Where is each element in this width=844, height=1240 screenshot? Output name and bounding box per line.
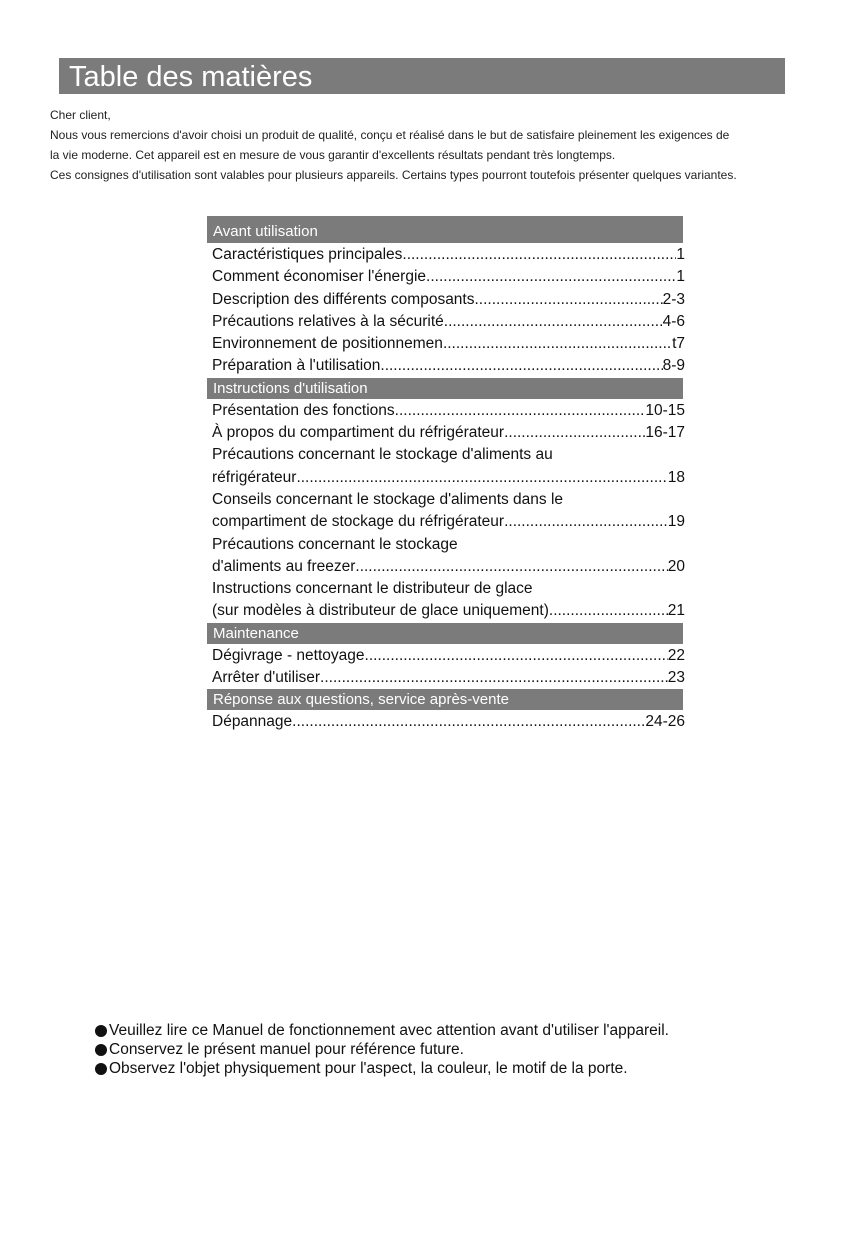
toc-entry-page: 19 [667, 513, 685, 531]
toc-entry-page: 1 [676, 268, 685, 286]
toc-leader-dots [549, 600, 668, 622]
note-text: Veuillez lire ce Manuel de fonctionnement avec attention avant d'utiliser l'appareil. [109, 1022, 669, 1039]
toc-entry-title: Comment économiser l'énergie [212, 268, 427, 286]
toc-entry[interactable] [207, 333, 685, 355]
toc-entry-page: 4-6 [662, 312, 685, 330]
toc-entry-page: 24-26 [645, 713, 685, 731]
toc-entry-lead-line: Instructions concernant le distributeur de glace [212, 580, 533, 598]
toc-leader-dots [320, 667, 668, 689]
toc-entry-page: 1 [676, 246, 685, 263]
toc-entry-page: 23 [667, 669, 685, 687]
toc-entry[interactable] [207, 467, 685, 489]
toc-entry[interactable] [207, 400, 685, 422]
toc-entry-page: 22 [667, 646, 685, 664]
toc-entry-title: Présentation des fonctions [212, 401, 395, 419]
toc-entry-title: Dépannage [212, 713, 293, 731]
toc-entry-lead-line: Précautions concernant le stockage d'aliments au [212, 446, 553, 464]
toc-entry-lead-line: Conseils concernant le stockage d'aliments dans le [212, 490, 564, 508]
toc-entry-title: Précautions relatives à la sécurité [212, 312, 444, 330]
toc-entry-title: Description des différents composants [212, 290, 475, 308]
toc-entry-page: t7 [672, 335, 685, 353]
toc-entry-page: 20 [667, 557, 685, 575]
toc-entry[interactable] [207, 645, 685, 667]
toc-leader-dots [504, 422, 645, 444]
toc-entry[interactable] [207, 600, 685, 622]
toc-entry[interactable] [207, 556, 685, 578]
toc-leader-dots [443, 333, 672, 355]
note-item [95, 1021, 669, 1040]
toc-leader-dots [380, 355, 662, 377]
note-item [95, 1040, 669, 1059]
toc-entry-title: Dégivrage - nettoyage [212, 646, 365, 664]
toc-entry[interactable] [207, 511, 685, 533]
toc-entry-title: Caractéristiques principales [212, 246, 403, 263]
toc-leader-dots [365, 645, 668, 667]
toc-entry[interactable] [207, 289, 685, 311]
bullet-icon [95, 1044, 107, 1056]
toc-leader-dots [395, 400, 646, 422]
intro-line: Nous vous remercions d'avoir choisi un produit de qualité, conçu et réalisé dans le but de satisfaire pleinement les exigences de [50, 128, 730, 142]
intro-line: la vie moderne. Cet appareil est en mesure de vous garantir d'excellents résultats pendant très longtemps. [50, 148, 616, 162]
toc-entry[interactable] [207, 311, 685, 333]
toc-entry[interactable] [207, 667, 685, 689]
toc-entry-title: Arrêter d'utiliser [212, 669, 321, 687]
toc-leader-dots [355, 556, 667, 578]
intro-line: Ces consignes d'utilisation sont valables pour plusieurs appareils. Certains types pourront toutefois présenter quelques variantes. [50, 168, 737, 182]
toc-entry-title: d'aliments au freezer [212, 557, 356, 575]
toc-entry-title: réfrigérateur [212, 468, 297, 486]
toc-entry-title: Environnement de positionnemen [212, 335, 443, 353]
toc-entry[interactable] [207, 244, 685, 266]
bullet-icon [95, 1063, 107, 1075]
toc-entry-title: Préparation à l'utilisation [212, 357, 381, 375]
toc-entry-page: 18 [667, 468, 685, 486]
bullet-icon [95, 1025, 107, 1037]
intro-greeting: Cher client, [50, 108, 111, 122]
toc-entry[interactable] [207, 422, 685, 444]
note-item [95, 1059, 669, 1078]
note-text: Observez l'objet physiquement pour l'aspect, la couleur, le motif de la porte. [109, 1060, 628, 1077]
toc-section-heading: Maintenance [207, 623, 683, 644]
toc-leader-dots [292, 711, 645, 733]
table-of-contents [207, 216, 685, 734]
toc-leader-dots [475, 289, 663, 311]
page-title: Table des matières [59, 58, 785, 94]
toc-section-heading: Réponse aux questions, service après-vente [207, 689, 683, 710]
toc-leader-dots [426, 266, 676, 288]
toc-leader-dots [444, 311, 663, 333]
toc-entry-page: 21 [667, 602, 685, 620]
intro-paragraph [50, 105, 820, 185]
toc-entry-lead-line: Précautions concernant le stockage [212, 535, 458, 553]
toc-entry-page: 10-15 [645, 401, 685, 419]
toc-leader-dots [296, 467, 667, 489]
toc-section-heading: Avant utilisation [207, 216, 683, 243]
toc-entry[interactable] [207, 266, 685, 288]
notes-list [95, 1021, 669, 1078]
note-text: Conservez le présent manuel pour référence future. [109, 1041, 464, 1058]
toc-entry-title: compartiment de stockage du réfrigérateur [212, 513, 505, 531]
toc-entry-page: 2-3 [662, 290, 685, 308]
toc-entry-page: 16-17 [645, 424, 685, 442]
toc-entry[interactable] [207, 355, 685, 377]
toc-entry-title: (sur modèles à distributeur de glace uniquement) [212, 602, 549, 620]
toc-leader-dots [402, 244, 676, 266]
toc-entry[interactable] [207, 711, 685, 733]
toc-leader-dots [504, 511, 668, 533]
toc-entry-title: À propos du compartiment du réfrigérateur [212, 424, 505, 442]
toc-entry-page: 8-9 [662, 357, 685, 375]
toc-section-heading: Instructions d'utilisation [207, 378, 683, 399]
